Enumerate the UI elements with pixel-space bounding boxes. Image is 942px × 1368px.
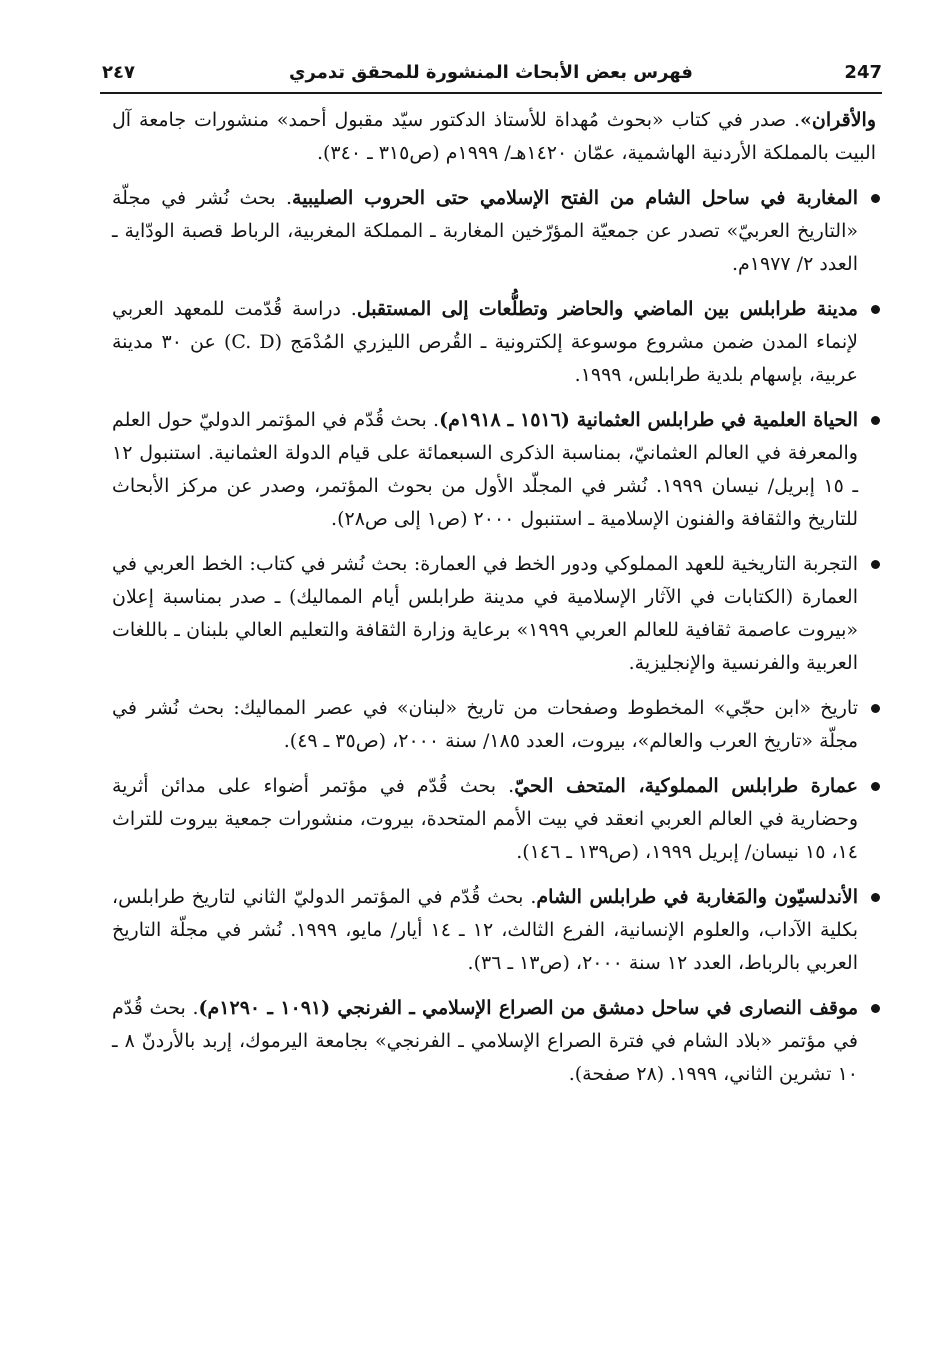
entry-title: والأقران»	[800, 109, 876, 131]
bibliography-entry	[112, 293, 884, 392]
entry-title: الحياة العلمية في طرابلس العثمانية (١٥١٦ ـ ١٩١٨م)	[439, 409, 859, 431]
bullet-icon	[871, 194, 880, 203]
entry-title: مدينة طرابلس بين الماضي والحاضر وتطلُّعات إلى المستقبل	[356, 298, 858, 320]
entry-text: . دراسة قُدّمت للمعهد العربي لإنماء المدن ضمن مشروع موسوعة إلكترونية ـ القُرص الليزري المُدْمَج (C. D) عن ٣٠ مدينة عربية، بإسهام بلدية طرابلس، ١٩٩٩.	[112, 298, 858, 386]
page-number-latin: 247	[844, 62, 882, 83]
page-header	[100, 52, 882, 94]
entry-title: موقف النصارى في ساحل دمشق من الصراع الإسلامي ـ الفرنجي (١٠٩١ ـ ١٢٩٠م)	[198, 997, 859, 1019]
running-title: فهرس بعض الأبحاث المنشورة للمحقق تدمري	[289, 62, 693, 83]
bibliography-entry	[112, 992, 884, 1091]
bullet-icon	[871, 305, 880, 314]
bibliography-entry	[112, 182, 884, 281]
bibliography-entry	[112, 881, 884, 980]
page-number-arabic: ٢٤٧	[102, 62, 135, 83]
bullet-icon	[871, 416, 880, 425]
bibliography-entry	[112, 770, 884, 869]
bullet-icon	[871, 560, 880, 569]
entry-text: . بحث قُدّم في المؤتمر الدوليّ حول العلم والمعرفة في العالم العثمانيّ، بمناسبة الذكرى السبعمائة على قيام الدولة العثمانية. استنبول ١٢ ـ ١٥ إبريل/ نيسان ١٩٩٩. نُشر في المجلّد الأول من بحوث المؤتمر، وصدر عن مركز الأبحاث للتاريخ والثقافة والفنون الإسلامية ـ استنبول ٢٠٠٠ (ص١ إلى ص٢٨).	[112, 409, 859, 530]
bullet-icon	[871, 704, 880, 713]
bibliography-list	[112, 104, 884, 1103]
entry-title: المغاربة في ساحل الشام من الفتح الإسلامي حتى الحروب الصليبية	[292, 187, 859, 209]
bibliography-entry	[112, 104, 884, 170]
entry-title: الأندلسيّون والمَغاربة في طرابلس الشام	[536, 886, 858, 908]
bullet-icon	[871, 782, 880, 791]
bibliography-entry	[112, 404, 884, 536]
bullet-icon	[871, 893, 880, 902]
entry-text: تاريخ «ابن حجّي» المخطوط وصفحات من تاريخ «لبنان» في عصر المماليك: بحث نُشر في مجلّة «تاريخ العرب والعالم»، بيروت، العدد ١٨٥/ سنة ٢٠٠٠، (ص٣٥ ـ ٤٩).	[112, 697, 858, 752]
bibliography-entry	[112, 692, 884, 758]
entry-text: التجربة التاريخية للعهد المملوكي ودور الخط في العمارة: بحث نُشر في كتاب: الخط العربي في العمارة (الكتابات في الآثار الإسلامية في مدينة طرابلس أيام المماليك) ـ صدر بمناسبة إعلان «بيروت عاصمة ثقافية للعالم العربي ١٩٩٩» برعاية وزارة الثقافة والتعليم العالي بلبنان ـ باللغات العربية والفرنسية والإنجليزية.	[112, 553, 858, 674]
entry-text: . بحث قُدّم في مؤتمر «بلاد الشام في فترة الصراع الإسلامي ـ الفرنجي» بجامعة اليرموك، إربد بالأردنّ ٨ ـ ١٠ تشرين الثاني، ١٩٩٩. (٢٨ صفحة).	[112, 997, 858, 1085]
entry-title: عمارة طرابلس المملوكية، المتحف الحيّ	[514, 775, 859, 797]
entry-text: . صدر في كتاب «بحوث مُهداة للأستاذ الدكتور سيّد مقبول أحمد» منشورات جامعة آل البيت بالمملكة الأردنية الهاشمية، عمّان ١٤٢٠هـ/ ١٩٩٩م (ص٣١٥ ـ ٣٤٠).	[112, 109, 876, 164]
entry-text: . بحث نُشر في مجلّة «التاريخ العربيّ» تصدر عن جمعيّة المؤرّخين المغاربة ـ المملكة المغربية، الرباط قصبة الودّاية ـ العدد ٢/ ١٩٧٧م.	[112, 187, 858, 275]
entry-text: . بحث قُدّم في مؤتمر أضواء على مدائن أثرية وحضارية في العالم العربي انعقد في بيت الأمم المتحدة، بيروت، منشورات جمعية بيروت للتراث ١٤، ١٥ نيسان/ إبريل ١٩٩٩، (ص١٣٩ ـ ١٤٦).	[112, 775, 858, 863]
bibliography-entry	[112, 548, 884, 680]
entry-text: . بحث قُدّم في المؤتمر الدوليّ الثاني لتاريخ طرابلس، بكلية الآداب، والعلوم الإنسانية، الفرع الثالث، ١٢ ـ ١٤ أيار/ مايو، ١٩٩٩. نُشر في مجلّة التاريخ العربي بالرباط، العدد ١٢ سنة ٢٠٠٠، (ص١٣ ـ ٣٦).	[112, 886, 859, 974]
bullet-icon	[871, 1004, 880, 1013]
